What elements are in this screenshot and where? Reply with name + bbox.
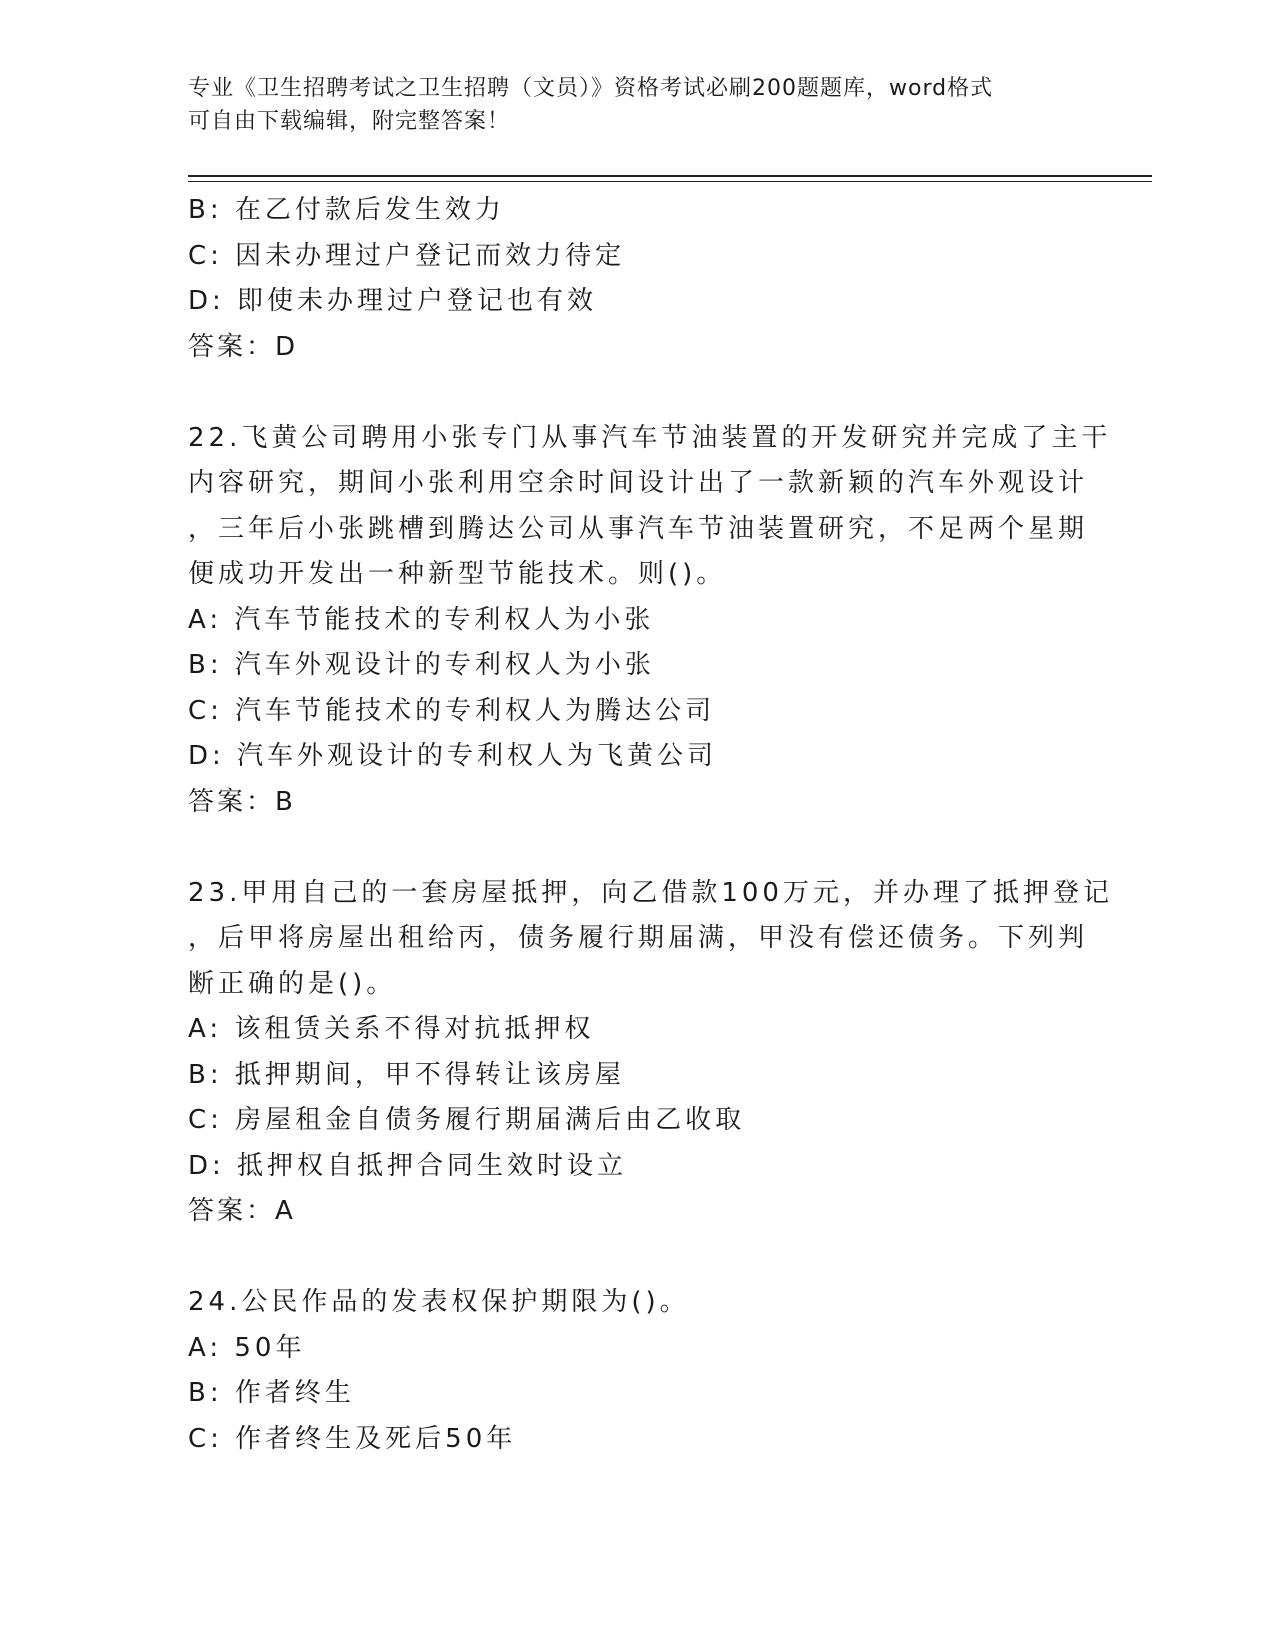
question-24 <box>188 1280 1088 1462</box>
question-stem-line: ，三年后小张跳槽到腾达公司从事汽车节油装置研究，不足两个星期 <box>188 513 1089 544</box>
question-23 <box>188 871 1113 1235</box>
header-divider-thin <box>188 181 1152 182</box>
option-b: B: 在乙付款后发生效力 <box>188 195 505 225</box>
answer-line: 答案：B <box>188 786 296 817</box>
spacer <box>188 370 1088 416</box>
option-a: A: 50年 <box>188 1332 306 1363</box>
question-stem-line: 23.甲用自己的一套房屋抵押，向乙借款100万元，并办理了抵押登记 <box>188 877 1113 908</box>
option-c: C: 汽车节能技术的专利权人为腾达公司 <box>188 695 716 726</box>
answer-line: 答案：A <box>188 1196 296 1226</box>
option-d: D: 抵押权自抵押合同生效时设立 <box>188 1150 628 1181</box>
question-stem-line: 24.公民作品的发表权保护期限为()。 <box>188 1287 690 1317</box>
spacer <box>188 825 1088 871</box>
spacer <box>188 1235 1088 1281</box>
question-stem-line: 便成功开发出一种新型节能技术。则()。 <box>188 559 727 589</box>
question-stem-line: 断正确的是()。 <box>188 968 397 999</box>
option-d: D: 即使未办理过户登记也有效 <box>188 286 598 316</box>
option-c: C: 因未办理过户登记而效力待定 <box>188 240 626 271</box>
option-b: B: 汽车外观设计的专利权人为小张 <box>188 650 655 680</box>
question-21-tail <box>188 188 1088 370</box>
option-c: C: 房屋租金自债务履行期届满后由乙收取 <box>188 1105 746 1135</box>
option-c: C: 作者终生及死后50年 <box>188 1423 517 1454</box>
header-title-line-2: 可自由下载编辑，附完整答案！ <box>188 109 511 134</box>
option-a: A: 汽车节能技术的专利权人为小张 <box>188 604 655 635</box>
option-a: A: 该租赁关系不得对抗抵押权 <box>188 1014 595 1044</box>
question-content <box>188 188 1113 1462</box>
header-title-line-1: 专业《卫生招聘考试之卫生招聘（文员）》资格考试必刷200题题库，word格式 <box>188 76 994 101</box>
option-d: D: 汽车外观设计的专利权人为飞黄公司 <box>188 741 718 771</box>
answer-line: 答案：D <box>188 331 299 362</box>
question-stem-line: ，后甲将房屋出租给丙，债务履行期届满，甲没有偿还债务。下列判 <box>188 923 1089 953</box>
header-divider-thick <box>188 175 1152 177</box>
option-b: B: 作者终生 <box>188 1378 355 1408</box>
document-header <box>188 72 1088 138</box>
question-stem-line: 内容研究，期间小张利用空余时间设计出了一款新颖的汽车外观设计 <box>188 468 1089 498</box>
option-b: B: 抵押期间，甲不得转让该房屋 <box>188 1059 625 1090</box>
question-22 <box>188 416 1112 826</box>
question-stem-line: 22.飞黄公司聘用小张专门从事汽车节油装置的开发研究并完成了主干 <box>188 422 1112 453</box>
